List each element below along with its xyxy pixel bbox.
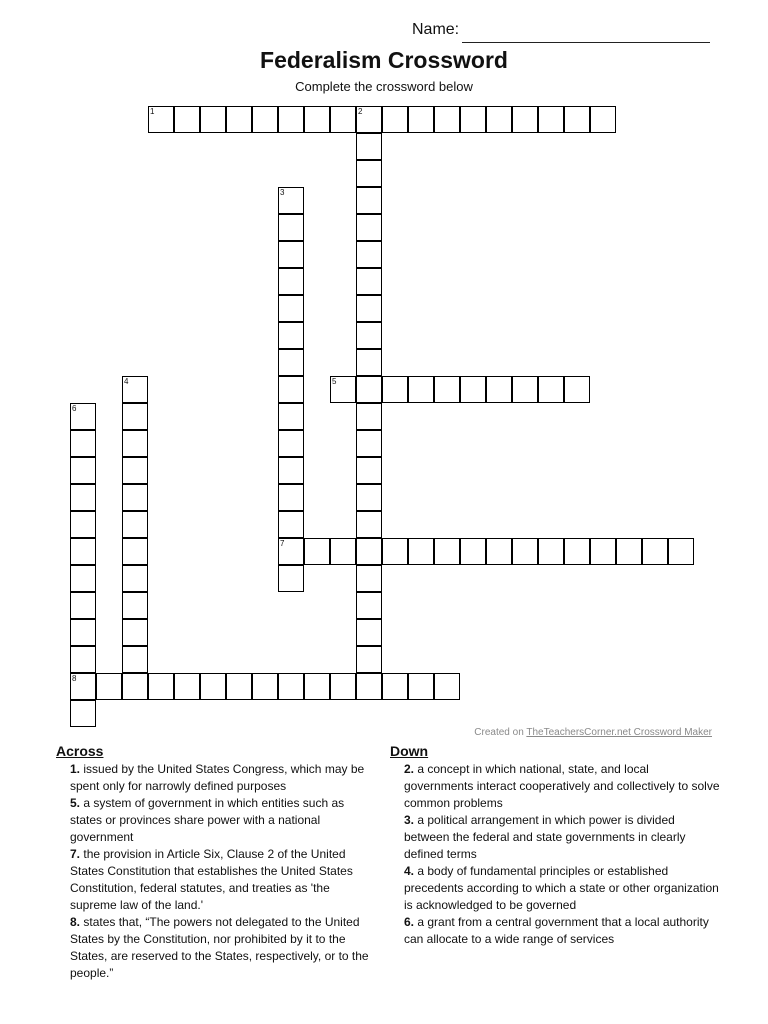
crossword-cell[interactable] [122, 430, 148, 457]
crossword-cell[interactable] [382, 538, 408, 565]
crossword-cell[interactable] [122, 619, 148, 646]
crossword-cell[interactable] [408, 538, 434, 565]
name-label: Name: [412, 21, 460, 38]
crossword-cell[interactable] [486, 376, 512, 403]
crossword-cell[interactable] [278, 268, 304, 295]
crossword-cell[interactable] [356, 241, 382, 268]
crossword-cell[interactable] [356, 619, 382, 646]
crossword-cell[interactable] [70, 403, 96, 430]
clue-number: 7. [70, 847, 81, 861]
crossword-cell[interactable] [616, 538, 642, 565]
crossword-cell[interactable] [122, 376, 148, 403]
clue-number: 4. [404, 864, 415, 878]
crossword-cell[interactable] [590, 106, 616, 133]
cell-number: 4 [124, 377, 129, 386]
clue-text: a body of fundamental principles or established precedents according to which a state or other organization is acknowledged to be governed [404, 864, 719, 912]
crossword-cell[interactable] [200, 673, 226, 700]
crossword-cell[interactable] [538, 106, 564, 133]
crossword-cell[interactable] [538, 376, 564, 403]
page-title: Federalism Crossword [260, 47, 508, 73]
crossword-cell[interactable] [564, 106, 590, 133]
clue-text: a grant from a central government that a local authority can allocate to a wide range of services [404, 915, 709, 946]
clue-number: 2. [404, 762, 415, 776]
crossword-cell[interactable] [356, 268, 382, 295]
crossword-cell[interactable] [122, 457, 148, 484]
crossword-cell[interactable] [356, 106, 382, 133]
down-heading: Down [390, 743, 429, 759]
crossword-cell[interactable] [512, 106, 538, 133]
crossword-cell[interactable] [278, 403, 304, 430]
crossword-cell[interactable] [122, 538, 148, 565]
crossword-cell[interactable] [434, 538, 460, 565]
clue-text: a system of government in which entities such as states or provinces share power with a national government [70, 796, 345, 844]
crossword-cell[interactable] [226, 106, 252, 133]
crossword-cell[interactable] [70, 430, 96, 457]
crossword-cell[interactable] [278, 376, 304, 403]
crossword-cell[interactable] [356, 376, 382, 403]
cell-number: 1 [150, 107, 155, 116]
crossword-cell[interactable] [122, 484, 148, 511]
crossword-cell[interactable] [122, 673, 148, 700]
crossword-cell[interactable] [460, 538, 486, 565]
crossword-cell[interactable] [356, 133, 382, 160]
crossword-cell[interactable] [278, 187, 304, 214]
crossword-cell[interactable] [226, 673, 252, 700]
crossword-cell[interactable] [70, 673, 96, 700]
crossword-cell[interactable] [70, 484, 96, 511]
down-clues [390, 743, 720, 948]
crossword-cell[interactable] [356, 160, 382, 187]
crossword-cell[interactable] [642, 538, 668, 565]
clue-number: 8. [70, 915, 81, 929]
crossword-cell[interactable] [382, 376, 408, 403]
clue-number: 1. [70, 762, 81, 776]
crossword-cell[interactable] [356, 538, 382, 565]
crossword-cell[interactable] [330, 376, 356, 403]
clue-text: states that, “The powers not delegated to the United States by the Constitution, nor prohibited by it to the States, are reserved to the States, respectively, or to the people.” [70, 915, 369, 980]
crossword-cell[interactable] [330, 106, 356, 133]
cell-number: 3 [280, 188, 285, 197]
crossword-cell[interactable] [278, 322, 304, 349]
crossword-cell[interactable] [148, 673, 174, 700]
crossword-cell[interactable] [304, 673, 330, 700]
clue-text: the provision in Article Six, Clause 2 of the United States Constitution that establishes the United States Constitution, federal statutes, and treaties as 'the supreme law of the land.' [70, 847, 353, 912]
down-clue-3 [390, 812, 720, 863]
crossword-cell[interactable] [434, 376, 460, 403]
cell-number: 2 [358, 107, 363, 116]
crossword-cell[interactable] [356, 484, 382, 511]
crossword-cell[interactable] [70, 457, 96, 484]
crossword-cell[interactable] [434, 673, 460, 700]
crossword-cell[interactable] [512, 538, 538, 565]
cell-number: 7 [280, 539, 285, 548]
crossword-cell[interactable] [278, 295, 304, 322]
crossword-cell[interactable] [304, 106, 330, 133]
crossword-cell[interactable] [356, 511, 382, 538]
cell-number: 5 [332, 377, 337, 386]
crossword-cell[interactable] [486, 538, 512, 565]
crossword-cell[interactable] [356, 430, 382, 457]
crossword-cell[interactable] [278, 538, 304, 565]
crossword-cell[interactable] [356, 295, 382, 322]
crossword-cell[interactable] [460, 106, 486, 133]
crossword-cell[interactable] [70, 619, 96, 646]
crossword-cell[interactable] [278, 430, 304, 457]
crossword-cell[interactable] [122, 511, 148, 538]
down-clue-4 [390, 863, 720, 914]
crossword-cell[interactable] [278, 673, 304, 700]
across-clues [56, 743, 376, 982]
crossword-cell[interactable] [278, 565, 304, 592]
across-clue-5 [56, 795, 376, 846]
crossword-cell[interactable] [174, 106, 200, 133]
crossword-cell[interactable] [460, 376, 486, 403]
crossword-cell[interactable] [70, 511, 96, 538]
crossword-cell[interactable] [252, 673, 278, 700]
clue-number: 6. [404, 915, 415, 929]
crossword-cell[interactable] [356, 646, 382, 673]
crossword-cell[interactable] [278, 349, 304, 376]
crossword-cell[interactable] [512, 376, 538, 403]
crossword-cell[interactable] [278, 511, 304, 538]
crossword-cell[interactable] [122, 592, 148, 619]
crossword-cell[interactable] [486, 106, 512, 133]
crossword-cell[interactable] [278, 484, 304, 511]
crossword-cell[interactable] [70, 592, 96, 619]
clue-text: a political arrangement in which power is divided between the federal and state governments in clearly defined terms [404, 813, 686, 861]
crossword-cell[interactable] [382, 673, 408, 700]
crossword-cell[interactable] [356, 403, 382, 430]
crossword-cell[interactable] [538, 538, 564, 565]
crossword-cell[interactable] [356, 457, 382, 484]
credit-link[interactable]: TheTeachersCorner.net Crossword Maker [526, 727, 712, 738]
across-clue-1 [56, 761, 376, 795]
cell-number: 8 [72, 674, 77, 683]
crossword-cell[interactable] [356, 349, 382, 376]
crossword-cell[interactable] [122, 403, 148, 430]
crossword-cell[interactable] [278, 214, 304, 241]
crossword-cell[interactable] [148, 106, 174, 133]
crossword-cell[interactable] [590, 538, 616, 565]
crossword-cell[interactable] [564, 376, 590, 403]
crossword-cell[interactable] [356, 673, 382, 700]
crossword-cell[interactable] [356, 565, 382, 592]
crossword-cell[interactable] [278, 106, 304, 133]
crossword-cell[interactable] [278, 457, 304, 484]
crossword-cell[interactable] [564, 538, 590, 565]
down-clue-2 [390, 761, 720, 812]
crossword-cell[interactable] [382, 106, 408, 133]
crossword-cell[interactable] [174, 673, 200, 700]
crossword-cell[interactable] [122, 565, 148, 592]
crossword-cell[interactable] [252, 106, 278, 133]
across-heading: Across [56, 743, 104, 759]
crossword-cell[interactable] [330, 673, 356, 700]
crossword-cell[interactable] [70, 538, 96, 565]
crossword-cell[interactable] [70, 565, 96, 592]
credit-line [474, 727, 712, 738]
crossword-cell[interactable] [356, 214, 382, 241]
across-clue-8 [56, 914, 376, 982]
crossword-cell[interactable] [304, 538, 330, 565]
clue-number: 3. [404, 813, 415, 827]
crossword-cell[interactable] [96, 673, 122, 700]
crossword-cell[interactable] [668, 538, 694, 565]
clue-number: 5. [70, 796, 81, 810]
crossword-cell[interactable] [356, 322, 382, 349]
across-clue-7 [56, 846, 376, 914]
crossword-cell[interactable] [70, 700, 96, 727]
crossword-cell[interactable] [330, 538, 356, 565]
crossword-cell[interactable] [278, 241, 304, 268]
down-clue-6 [390, 914, 720, 948]
crossword-cell[interactable] [200, 106, 226, 133]
crossword-cell[interactable] [408, 376, 434, 403]
crossword-cell[interactable] [434, 106, 460, 133]
page-subtitle: Complete the crossword below [295, 79, 473, 94]
clue-text: issued by the United States Congress, which may be spent only for narrowly defined purposes [70, 762, 365, 793]
crossword-cell[interactable] [408, 673, 434, 700]
crossword-cell[interactable] [408, 106, 434, 133]
cell-number: 6 [72, 404, 77, 413]
crossword-cell[interactable] [356, 592, 382, 619]
credit-prefix: Created on [474, 727, 527, 738]
crossword-cell[interactable] [122, 646, 148, 673]
crossword-cell[interactable] [356, 187, 382, 214]
crossword-cell[interactable] [70, 646, 96, 673]
clue-text: a concept in which national, state, and local governments interact cooperatively and collectively to solve common problems [404, 762, 720, 810]
